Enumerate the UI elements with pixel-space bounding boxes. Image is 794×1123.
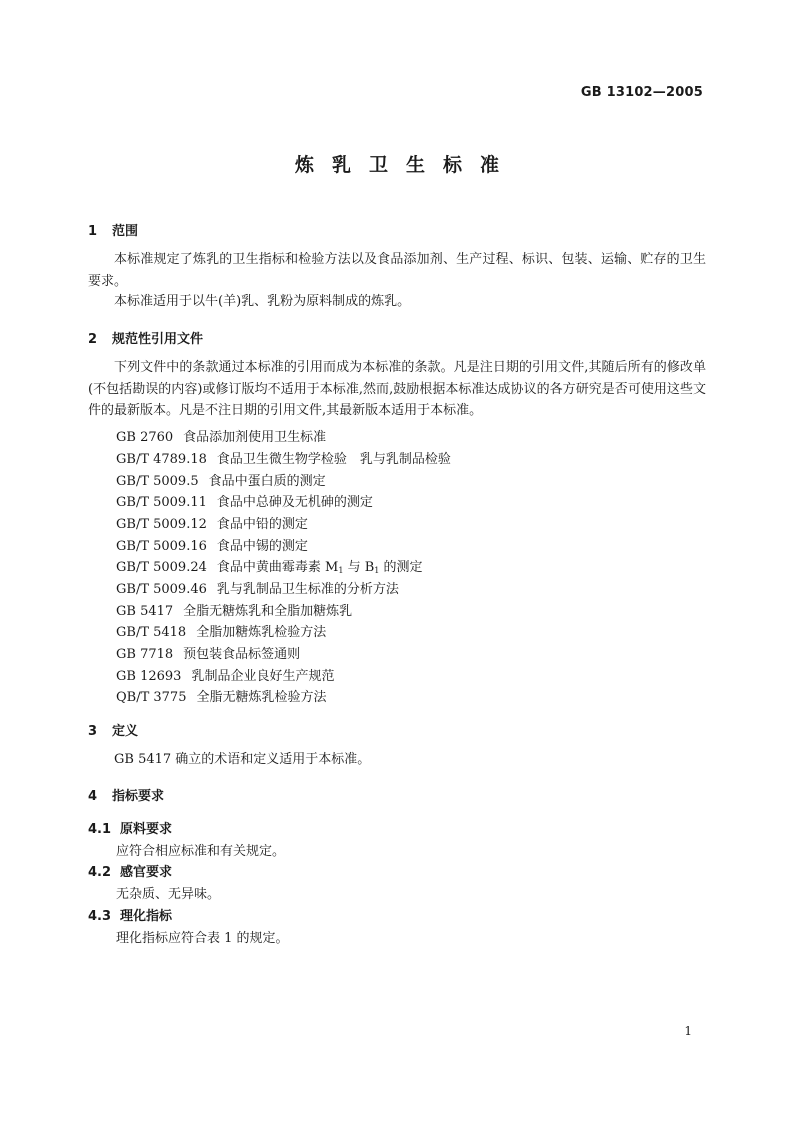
section-title: 定义 — [112, 724, 139, 739]
section-2-paragraph-1: 下列文件中的条款通过本标准的引用而成为本标准的条款。凡是注日期的引用文件,其随后所有的修改单(不包括勘误的内容)或修订版均不适用于本标准,然而,鼓励根据本标准达成协议的各方研究是否可使用这些文件的最新版本。凡是不注日期的引用文件,其最新版本适用于本标准。 — [88, 360, 706, 418]
reference-title-part: 的测定 — [379, 560, 423, 575]
subsection-4-3-text: 理化指标应符合表 1 的规定。 — [116, 931, 289, 946]
reference-item — [116, 491, 373, 510]
subsection-number: 4.1 — [88, 822, 112, 837]
section-4-heading — [88, 785, 706, 804]
reference-title: 乳与乳制品卫生标准的分析方法 — [216, 582, 399, 597]
section-number: 1 — [88, 224, 98, 239]
reference-item — [116, 513, 308, 532]
reference-code: GB/T 5009.12 — [116, 517, 207, 532]
reference-title-part: 食品中黄曲霉毒素 M — [216, 560, 339, 575]
section-1-paragraph-2: 本标准适用于以牛(羊)乳、乳粉为原料制成的炼乳。 — [114, 294, 411, 309]
subsection-title: 感官要求 — [120, 865, 173, 880]
reference-item — [116, 600, 352, 619]
reference-code: GB 2760 — [116, 430, 174, 445]
reference-title: 食品卫生微生物学检验 乳与乳制品检验 — [216, 452, 451, 467]
subsection-4-2-text: 无杂质、无异味。 — [116, 887, 221, 902]
document-title: 炼乳卫生标准 — [294, 154, 517, 176]
reference-item — [116, 470, 326, 489]
reference-item — [116, 535, 308, 554]
reference-code: GB/T 5009.5 — [116, 474, 199, 489]
reference-item — [116, 665, 334, 684]
subsection-4-2-heading — [88, 861, 706, 880]
section-2-heading — [88, 328, 706, 347]
section-title: 规范性引用文件 — [112, 332, 204, 347]
section-number: 3 — [88, 724, 98, 739]
reference-item — [116, 556, 423, 575]
section-title: 范围 — [112, 224, 139, 239]
reference-title: 全脂加糖炼乳检验方法 — [196, 625, 327, 640]
section-3-paragraph-1: GB 5417 确立的术语和定义适用于本标准。 — [114, 752, 371, 767]
reference-title: 食品中铅的测定 — [216, 517, 308, 532]
subsection-4-3-heading — [88, 905, 706, 924]
subsection-number: 4.3 — [88, 909, 112, 924]
reference-item — [116, 448, 451, 467]
reference-item — [116, 621, 326, 640]
reference-code: GB/T 5009.11 — [116, 495, 207, 510]
subsection-4-1-text: 应符合相应标准和有关规定。 — [116, 844, 286, 859]
reference-code: GB 5417 — [116, 604, 174, 619]
reference-code: GB 12693 — [116, 669, 182, 684]
reference-title: 食品中总砷及无机砷的测定 — [216, 495, 373, 510]
reference-item — [116, 578, 399, 597]
reference-code: GB/T 4789.18 — [116, 452, 207, 467]
section-number: 4 — [88, 789, 98, 804]
reference-code: GB/T 5418 — [116, 625, 187, 640]
subsection-title: 理化指标 — [120, 909, 173, 924]
subsection-title: 原料要求 — [120, 822, 173, 837]
reference-item — [116, 426, 326, 445]
subsection-4-1-heading — [88, 818, 706, 837]
section-title: 指标要求 — [112, 789, 165, 804]
standard-number: GB 13102—2005 — [580, 85, 703, 100]
reference-title: 食品中锡的测定 — [216, 539, 308, 554]
section-number: 2 — [88, 332, 98, 347]
reference-code: QB/T 3775 — [116, 690, 187, 705]
subscript: 1 — [338, 566, 344, 575]
subscript: 1 — [374, 566, 380, 575]
reference-code: GB/T 5009.24 — [116, 560, 207, 575]
reference-title: 食品添加剂使用卫生标准 — [183, 430, 327, 445]
reference-title: 全脂无糖炼乳和全脂加糖炼乳 — [183, 604, 353, 619]
reference-title-part: 与 B — [343, 560, 375, 575]
subsection-number: 4.2 — [88, 865, 112, 880]
reference-title: 预包装食品标签通则 — [183, 647, 301, 662]
section-1-paragraph-1: 本标准规定了炼乳的卫生指标和检验方法以及食品添加剂、生产过程、标识、包装、运输、贮存的卫生要求。 — [88, 252, 706, 289]
reference-code: GB/T 5009.46 — [116, 582, 207, 597]
section-1-heading — [88, 220, 706, 239]
reference-title: 食品中蛋白质的测定 — [208, 474, 326, 489]
section-3-heading — [88, 720, 706, 739]
reference-code: GB 7718 — [116, 647, 174, 662]
reference-item — [116, 686, 327, 705]
reference-code: GB/T 5009.16 — [116, 539, 207, 554]
reference-title: 乳制品企业良好生产规范 — [191, 669, 335, 684]
reference-item — [116, 643, 300, 662]
page-number: 1 — [684, 1024, 692, 1038]
reference-title: 全脂无糖炼乳检验方法 — [196, 690, 327, 705]
